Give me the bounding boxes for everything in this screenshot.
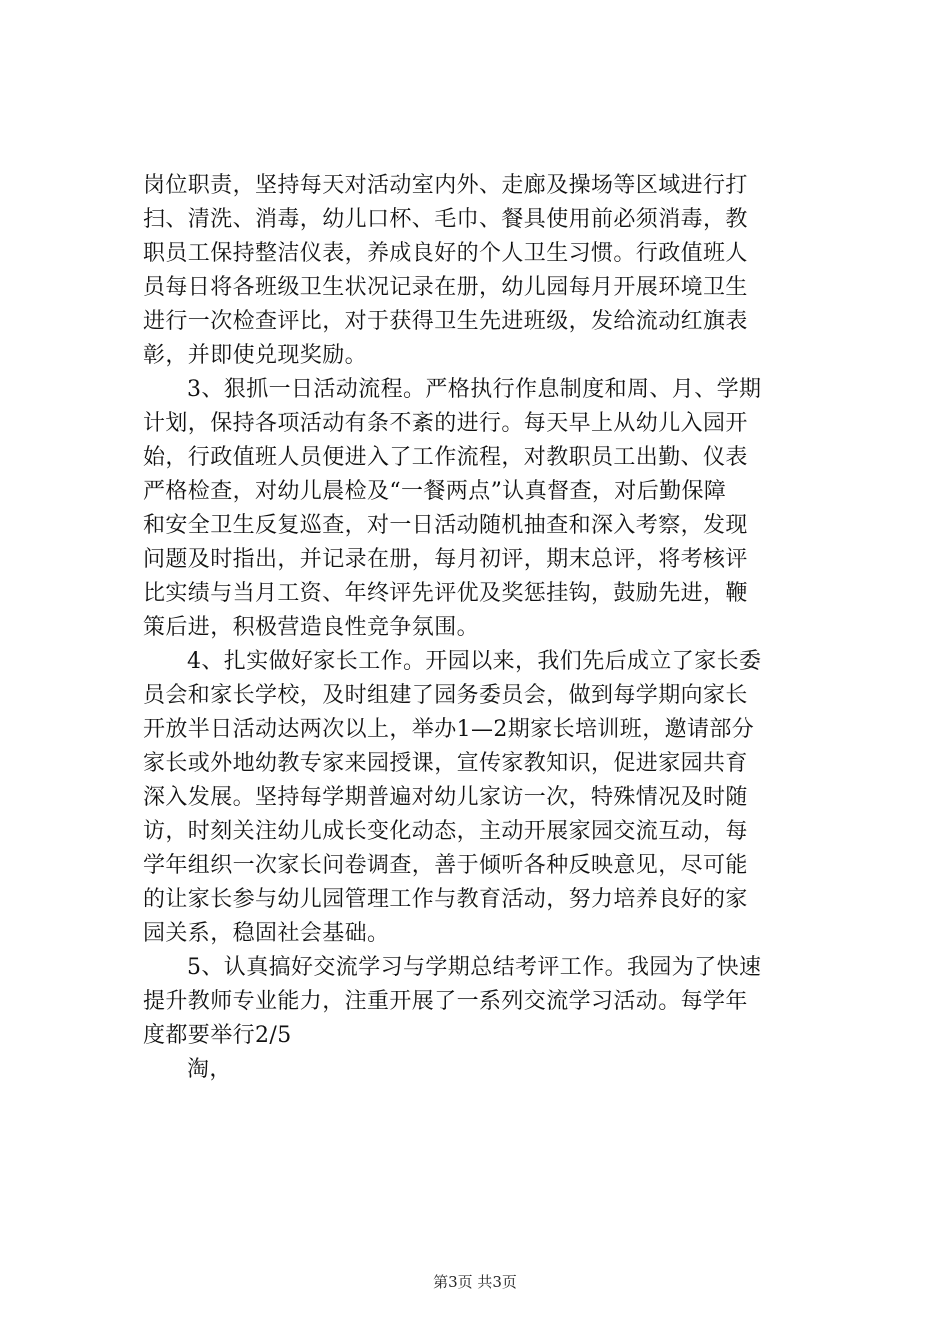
- text-line: 访，时刻关注幼儿成长变化动态，主动开展家园交流互动，每: [143, 819, 748, 844]
- text-line: 提升教师专业能力，注重开展了一系列交流学习活动。每学年: [143, 989, 748, 1014]
- text-line: 深入发展。坚持每学期普遍对幼儿家访一次，特殊情况及时随: [143, 785, 748, 810]
- text-line: 进行一次检查评比，对于获得卫生先进班级，发给流动红旗表: [143, 309, 748, 334]
- text-line: 严格检查，对幼儿晨检及“一餐两点”认真督查，对后勤保障: [143, 479, 727, 504]
- text-line: 3、狠抓一日活动流程。严格执行作息制度和周、月、学期: [187, 377, 762, 402]
- text-line: 彰，并即使兑现奖励。: [143, 343, 368, 368]
- text-line: 策后进，积极营造良性竞争氛围。: [143, 615, 480, 640]
- text-line: 和安全卫生反复巡查，对一日活动随机抽查和深入考察，发现: [143, 513, 748, 538]
- text-line: 扫、清洗、消毒，幼儿口杯、毛巾、餐具使用前必须消毒，教: [143, 207, 748, 232]
- text-line: 度都要举行2/5: [143, 1023, 292, 1048]
- text-line: 园关系，稳固社会基础。: [143, 921, 390, 946]
- text-line: 开放半日活动达两次以上，举办1—2期家长培训班，邀请部分: [143, 717, 755, 742]
- text-line: 学年组织一次家长问卷调查，善于倾听各种反映意见，尽可能: [143, 853, 748, 878]
- text-line: 5、认真搞好交流学习与学期总结考评工作。我园为了快速: [187, 955, 762, 980]
- text-line: 淘，: [187, 1057, 232, 1082]
- text-line: 员会和家长学校，及时组建了园务委员会，做到每学期向家长: [143, 683, 748, 708]
- text-line: 的让家长参与幼儿园管理工作与教育活动，努力培养良好的家: [143, 887, 748, 912]
- text-line: 始，行政值班人员便进入了工作流程，对教职员工出勤、仪表: [143, 445, 748, 470]
- text-line: 职员工保持整洁仪表，养成良好的个人卫生习惯。行政值班人: [143, 241, 748, 266]
- text-line: 问题及时指出，并记录在册，每月初评，期末总评，将考核评: [143, 547, 748, 572]
- text-line: 家长或外地幼教专家来园授课，宣传家教知识，促进家园共育: [143, 751, 748, 776]
- text-line: 员每日将各班级卫生状况记录在册，幼儿园每月开展环境卫生: [143, 275, 748, 300]
- text-line: 岗位职责，坚持每天对活动室内外、走廊及操场等区域进行打: [143, 173, 748, 198]
- text-line: 计划，保持各项活动有条不紊的进行。每天早上从幼儿入园开: [143, 411, 748, 436]
- page-footer: 第3页 共3页: [433, 1273, 517, 1291]
- text-line: 4、扎实做好家长工作。开园以来，我们先后成立了家长委: [187, 649, 762, 674]
- document-body: [143, 169, 833, 1087]
- text-line: 比实绩与当月工资、年终评先评优及奖惩挂钩，鼓励先进，鞭: [143, 581, 748, 606]
